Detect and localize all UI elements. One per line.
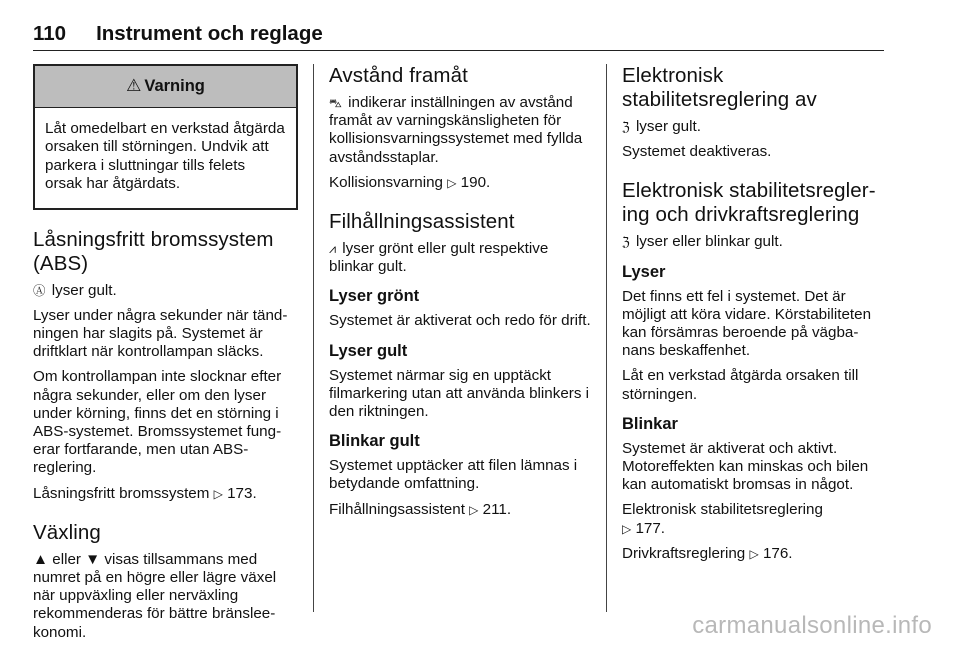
- abs-paragraph-1: Lyser under några sekunder när tändningen har slagits på. Systemet är driftklart när kontrollampan släcks.: [33, 306, 288, 361]
- yellow-text: Systemet närmar sig en upptäckt filmarkering utan att använda blinkers i den riktningen.: [329, 366, 590, 421]
- blink-text: Systemet är aktiverat och aktivt. Motoreffekten kan minskas och bilen kan automatiskt bromsas in något.: [622, 439, 869, 494]
- warning-triangle-icon: ⚠: [126, 76, 142, 97]
- blink-yellow-text: Systemet upptäcker att filen lämnas i betydande omfattning.: [329, 457, 578, 493]
- lane-heading: Filhållningsassistent: [329, 210, 515, 234]
- lane-assist-icon: ⩘: [329, 241, 337, 257]
- esc-off-icon: ℨ: [622, 119, 630, 134]
- column-1: [33, 64, 298, 649]
- esc-heading: Elektronisk stabilitetsreglering och drivkraftsreglering: [622, 179, 876, 227]
- distance-text-line: ⛍ indikerar inställningen av avstånd framåt av varningskänsligheten för kollisionsvarningssystemet med fyllda avståndsstaplar.: [329, 94, 583, 166]
- green-heading: Lyser grönt: [329, 287, 420, 306]
- tc-reference[interactable]: Drivkraftsreglering ▷ 176.: [622, 544, 793, 562]
- esc-off-text: Systemet deaktiveras.: [622, 143, 772, 161]
- page-ref-icon: ▷: [469, 502, 479, 517]
- on-heading: Lyser: [622, 262, 666, 281]
- page-ref-icon: ▷: [749, 546, 759, 561]
- column-2: [329, 64, 595, 526]
- shift-heading: Växling: [33, 520, 101, 544]
- warning-title: Varning: [144, 77, 205, 96]
- esc-off-heading: Elektronisk stabilitetsreglering av: [622, 64, 817, 111]
- page-number: 110: [33, 22, 67, 45]
- abs-reference[interactable]: Låsningsfritt bromssystem ▷ 173.: [33, 484, 257, 502]
- on-paragraph-1: Det finns ett fel i systemet. Det är möjligt att köra vidare. Körstabiliteten kan försämras beroende på vägbanans beskaffenhet.: [622, 287, 872, 360]
- abs-paragraph-2: Om kontrollampan inte slocknar efter några sekunder, eller om den lyser under körning, finns det en störning i ABS-systemet. Bromssystemet fungerar fortfarande, men utan ABS-reglering.: [33, 368, 282, 477]
- shift-text: ▲ eller ▼ visas tillsammans med numret på en högre eller lägre växel när uppväxling eller nerväxling rekommenderas för bättre bränsleekonomi.: [33, 550, 277, 641]
- column-3: [622, 64, 886, 570]
- esc-icon-line: ℨ lyser eller blinkar gult.: [622, 233, 783, 251]
- distance-heading: Avstånd framåt: [329, 64, 468, 87]
- header-rule: [33, 50, 884, 51]
- green-text: Systemet är aktiverat och redo för drift.: [329, 312, 591, 330]
- abs-heading: Låsningsfritt bromssystem (ABS): [33, 227, 274, 275]
- esc-icon: ℨ: [622, 234, 630, 250]
- blink-yellow-heading: Blinkar gult: [329, 432, 420, 451]
- lane-reference[interactable]: Filhållningsassistent ▷ 211.: [329, 500, 512, 518]
- warning-header: [35, 66, 296, 108]
- esc-reference[interactable]: Elektronisk stabilitetsreglering ▷ 177.: [622, 501, 823, 537]
- abs-icon: Ⓐ: [33, 282, 46, 298]
- warning-box: [33, 64, 298, 210]
- abs-indicator-line: Ⓐ lyser gult.: [33, 281, 117, 299]
- on-paragraph-2: Låt en verkstad åtgärda orsaken till störningen.: [622, 367, 859, 403]
- warning-text: Låt omedelbart en verkstad åtgärda orsaken till störningen. Undvik att parkera i sluttningar tills felets orsak har åtgärdats.: [45, 120, 285, 193]
- column-divider: [606, 64, 607, 612]
- page-ref-icon: ▷: [447, 175, 457, 190]
- watermark: carmanualsonline.info: [692, 612, 932, 639]
- distance-reference[interactable]: Kollisionsvarning ▷ 190.: [329, 173, 491, 191]
- page-ref-icon: ▷: [622, 521, 632, 536]
- esc-off-icon-line: ℨ lyser gult.: [622, 118, 701, 135]
- lane-text-line: ⩘ lyser grönt eller gult respektive blinkar gult.: [329, 240, 549, 276]
- column-divider: [313, 64, 314, 612]
- page-title: Instrument och reglage: [96, 22, 323, 45]
- blink-heading: Blinkar: [622, 414, 678, 433]
- page-header: [33, 22, 323, 46]
- page-ref-icon: ▷: [213, 486, 223, 501]
- car-distance-icon: ⛍: [329, 95, 342, 110]
- yellow-heading: Lyser gult: [329, 341, 408, 360]
